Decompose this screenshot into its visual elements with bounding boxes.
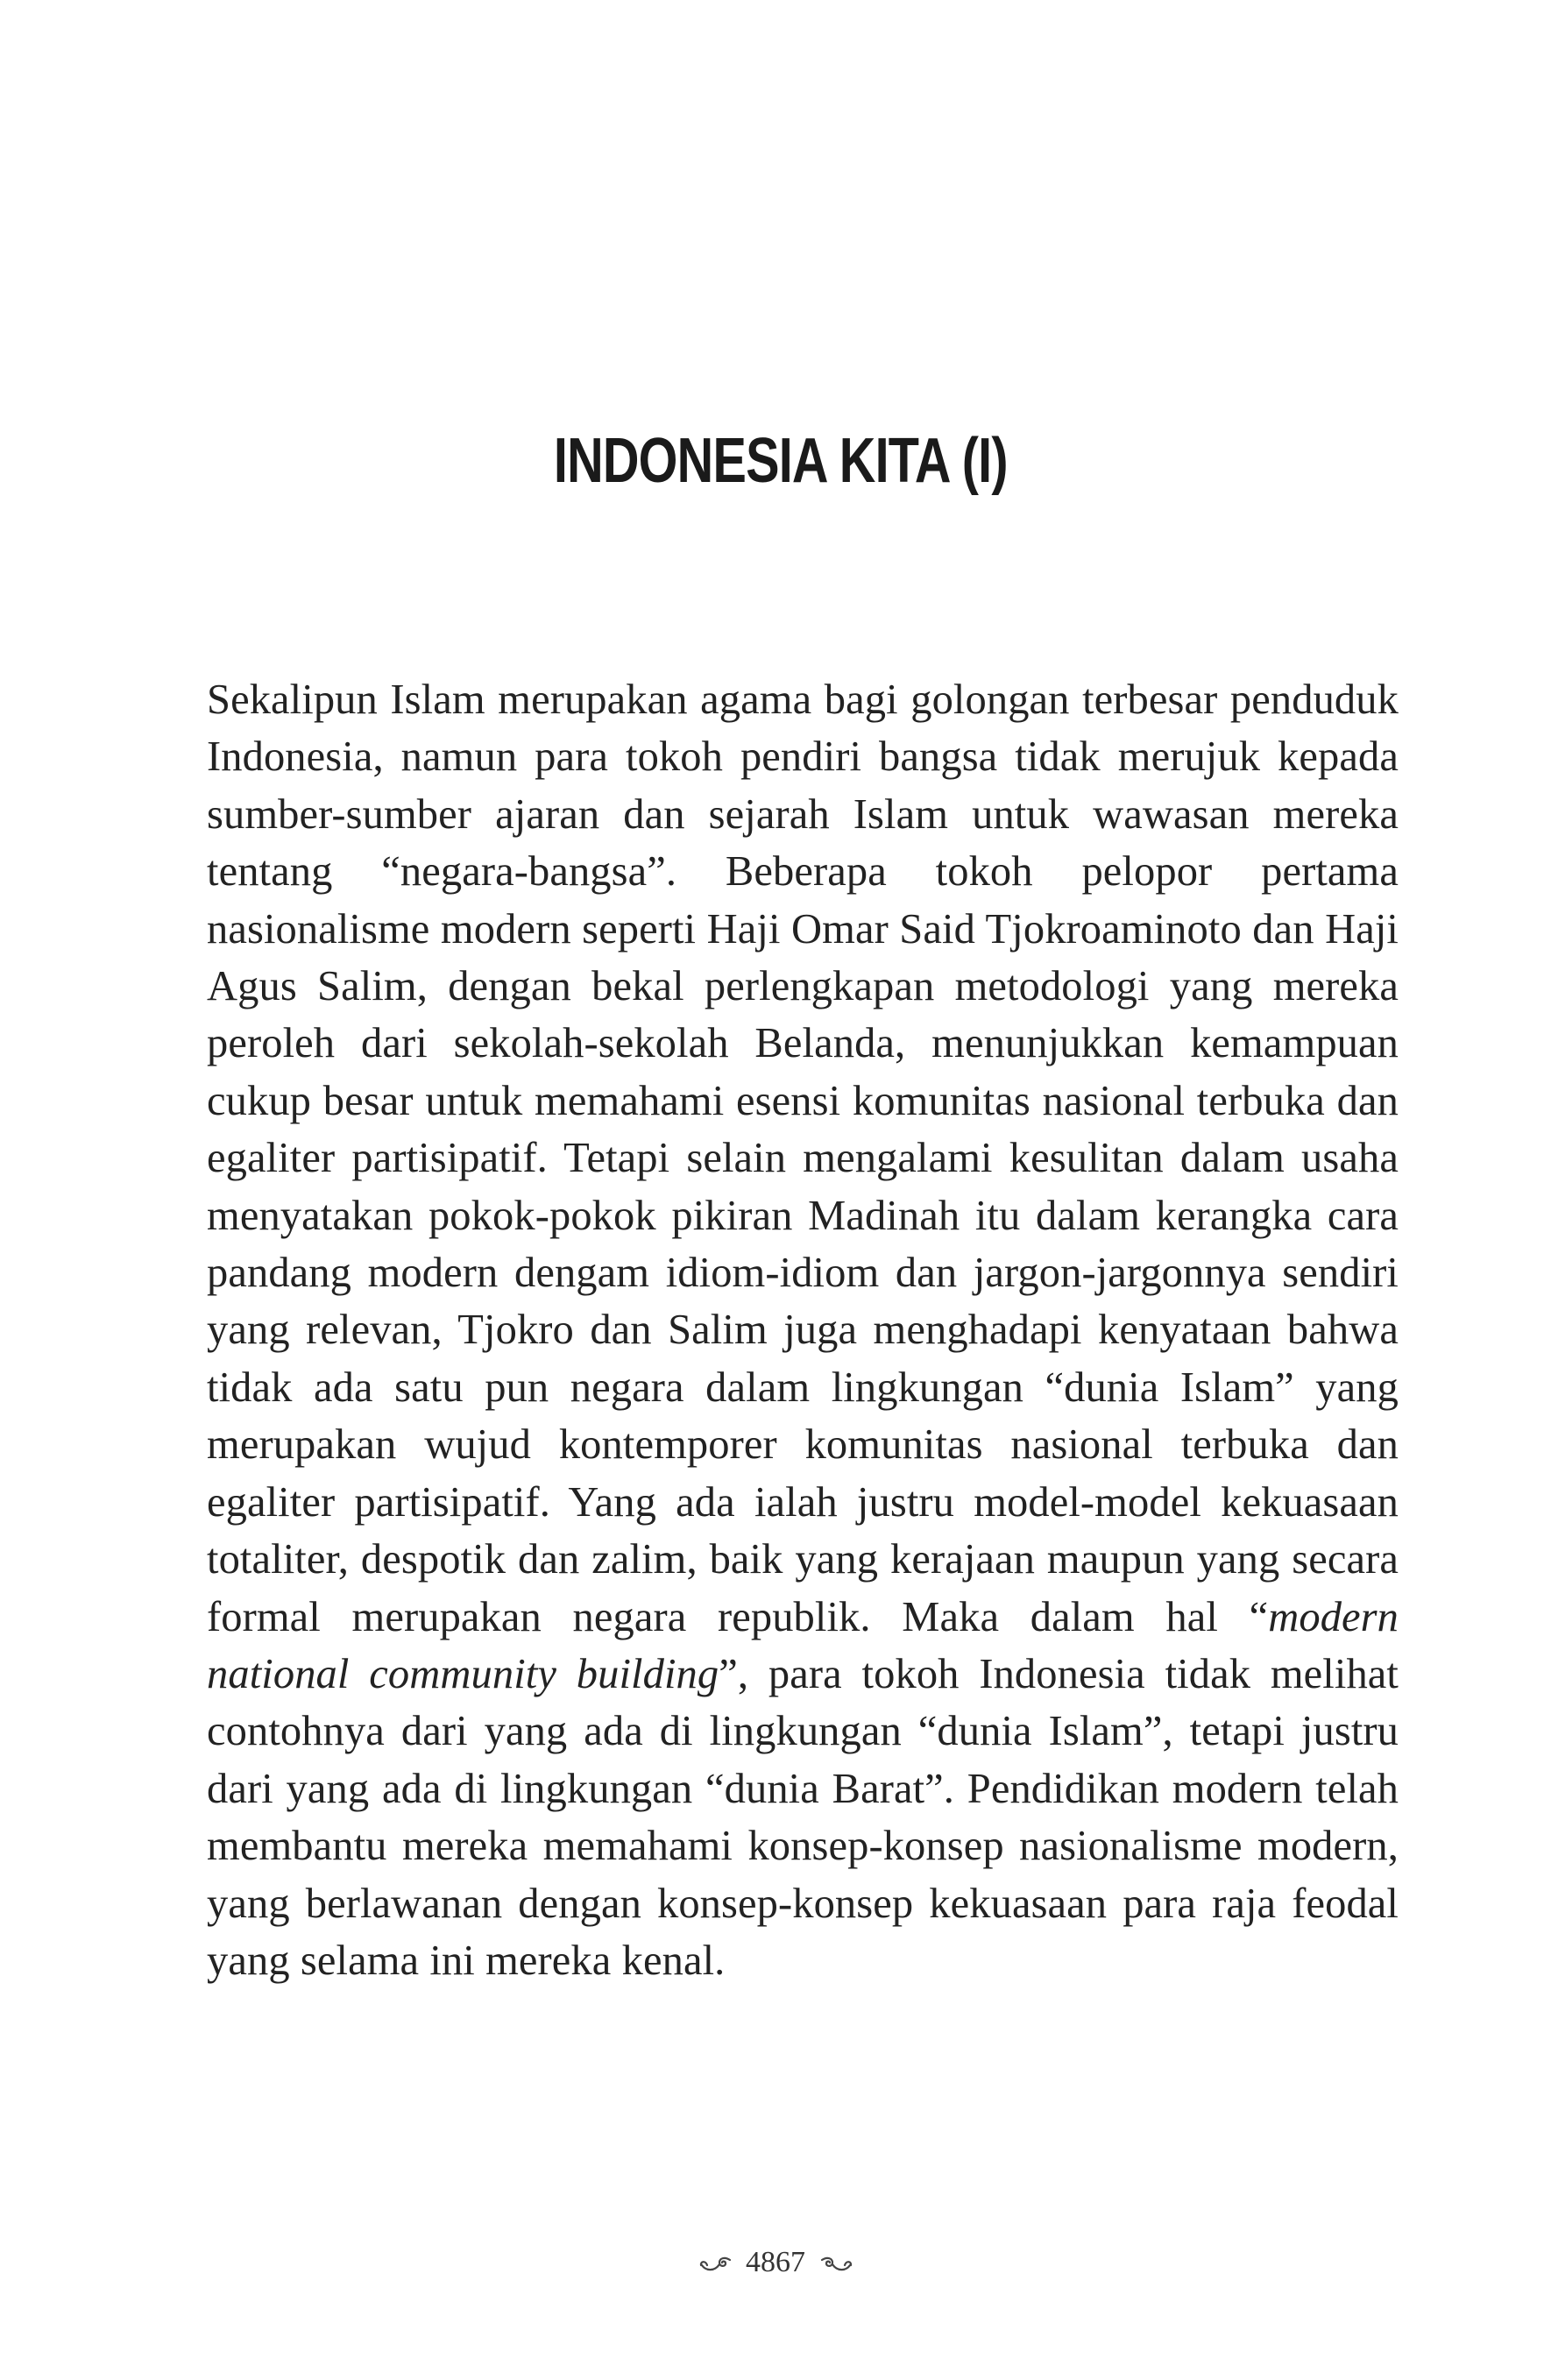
page-number: 4867 xyxy=(746,2246,805,2278)
page-footer xyxy=(0,2243,1551,2283)
paragraph-text-part-2: ”, para tokoh Indonesia tidak melihat contohnya dari yang ada di lingkungan “dunia Islam”, tetapi justru dari yang ada di lingkungan “dunia Barat”. Pendidikan modern telah membantu mereka memahami konsep-konsep nasionalisme modern, yang berlawanan dengan konsep-konsep kekuasaan para raja feodal yang selama ini mereka kenal. xyxy=(207,1650,1399,1984)
paragraph-italic-phrase: modern national community building xyxy=(207,1593,1399,1697)
page-title: INDONESIA KITA (I) xyxy=(553,426,1008,496)
paragraph-text-part-1: Sekalipun Islam merupakan agama bagi golongan terbesar penduduk Indonesia, namun para tokoh pendiri bangsa tidak merujuk kepada sumber-sumber ajaran dan sejarah Islam untuk wawasan mereka tentang “negara-bangsa”. Beberapa tokoh pelopor pertama nasionalisme modern seperti Haji Omar Said Tjokroaminoto dan Haji Agus Salim, dengan bekal perlengkapan metodologi yang mereka peroleh dari sekolah-sekolah Belanda, menunjukkan kemampuan cukup besar untuk memahami esensi komunitas nasional terbuka dan egaliter partisipatif. Tetapi selain mengalami kesulitan dalam usaha menyatakan pokok-pokok pikiran Madinah itu dalam kerangka cara pandang modern dengam idiom-idiom dan jargon-jargonnya sendiri yang relevan, Tjokro dan Salim juga menghadapi kenyataan bahwa tidak ada satu pun negara dalam lingkungan “dunia Islam” yang merupakan wujud kontemporer komunitas nasional terbuka dan egaliter partisipatif. Yang ada ialah justru model-model kekuasaan totaliter, despotik dan zalim, baik yang kerajaan maupun yang secara formal merupakan negara republik. Maka dalam hal “ xyxy=(207,676,1399,1640)
right-ornament-icon xyxy=(813,2244,859,2283)
left-ornament-icon xyxy=(693,2244,739,2283)
body-paragraph xyxy=(207,671,1399,1989)
